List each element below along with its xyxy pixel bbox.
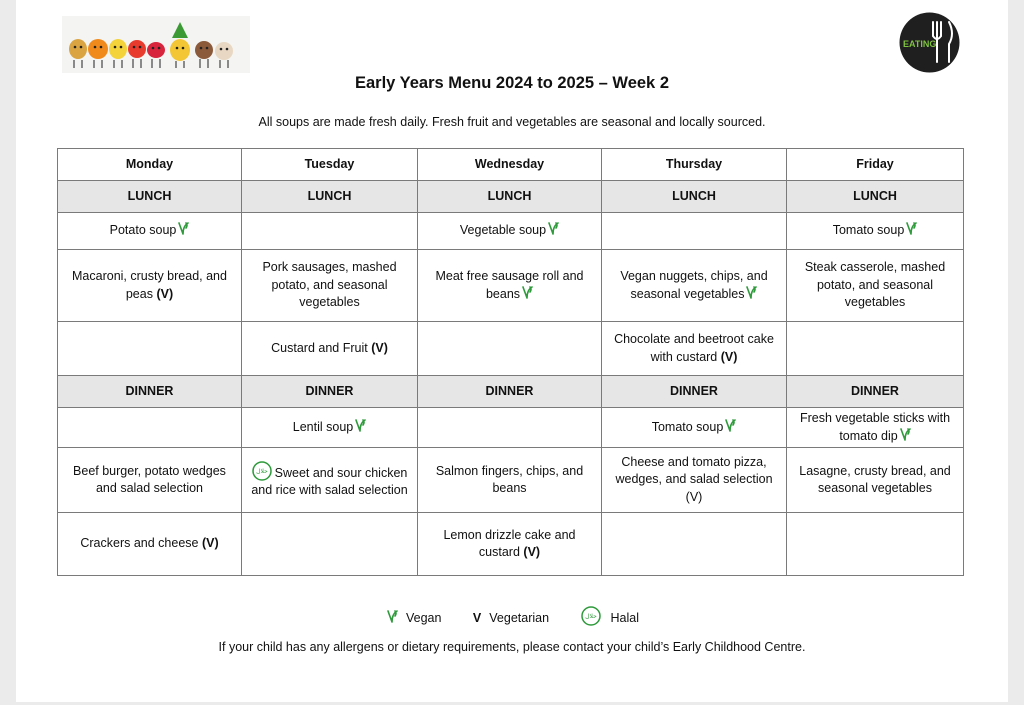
- menu-cell: [418, 213, 602, 250]
- menu-cell: [418, 408, 602, 448]
- eating-logo: [899, 12, 960, 73]
- lunch-main-row: [58, 250, 964, 322]
- menu-cell: [787, 213, 964, 250]
- dinner-dessert-row: [58, 513, 964, 576]
- dinner-main-row: [58, 448, 964, 513]
- day-header-thursday: Thursday: [602, 149, 787, 181]
- menu-cell: [242, 322, 418, 376]
- dinner-starter-row: [58, 408, 964, 448]
- halal-icon: [252, 461, 272, 481]
- dish-name: Cheese and tomato pizza, wedges, and salad selection: [615, 454, 773, 487]
- menu-cell: [418, 513, 602, 576]
- section-label: LUNCH: [242, 181, 418, 213]
- menu-cell: [787, 448, 964, 513]
- page-title: Early Years Menu 2024 to 2025 – Week 2: [354, 74, 669, 92]
- dish-name: Lasagne, crusty bread, and seasonal vegetables: [799, 463, 951, 495]
- menu-cell: [58, 408, 242, 448]
- menu-cell: [58, 213, 242, 250]
- vegan-icon: [900, 428, 911, 441]
- vegan-icon: [746, 286, 757, 299]
- svg-text:حلال: حلال: [584, 613, 597, 620]
- cartoon-fruit-icon: [62, 16, 250, 73]
- section-label: DINNER: [58, 376, 242, 408]
- menu-cell: [242, 513, 418, 576]
- section-label: DINNER: [242, 376, 418, 408]
- dish-name: Vegetable soup: [459, 223, 547, 238]
- dinner-section-row: [58, 376, 964, 408]
- legend-vegetarian: [473, 611, 549, 625]
- dish-name: Tomato soup: [832, 223, 905, 238]
- day-header-row: [58, 149, 964, 181]
- vegan-icon: [387, 610, 398, 623]
- vegetarian-tag: (V): [371, 340, 388, 355]
- vegetarian-tag: (V): [685, 489, 703, 504]
- vegan-icon: [355, 419, 366, 432]
- dish-name: Beef burger, potato wedges and salad selection: [73, 463, 226, 495]
- day-header-friday: Friday: [787, 149, 964, 181]
- menu-cell: [242, 448, 418, 513]
- vegan-icon: [725, 419, 736, 432]
- dish-name: Custard and Fruit: [271, 340, 368, 355]
- vegan-icon: [548, 222, 559, 235]
- menu-cell: [602, 322, 787, 376]
- menu-cell: [418, 250, 602, 322]
- svg-text:حلال: حلال: [255, 467, 268, 475]
- weekly-menu-table: [57, 148, 964, 576]
- menu-cell: [602, 448, 787, 513]
- lunch-soup-row: [58, 213, 964, 250]
- section-label: DINNER: [602, 376, 787, 408]
- vegetarian-tag: (V): [523, 545, 541, 559]
- vegan-icon: [522, 286, 533, 299]
- dish-name: Macaroni, crusty bread, and peas: [72, 269, 227, 301]
- dish-name: Pork sausages, mashed potato, and seasonal vegetables: [262, 260, 397, 310]
- vegetarian-symbol: V: [472, 611, 482, 625]
- menu-cell: [602, 213, 787, 250]
- menu-cell: [602, 250, 787, 322]
- menu-cell: [418, 322, 602, 376]
- vegetarian-tag: (V): [720, 349, 738, 364]
- menu-cell: [787, 250, 964, 322]
- vegetarian-tag: (V): [156, 286, 174, 301]
- day-header-tuesday: Tuesday: [242, 149, 418, 181]
- dish-name: Crackers and cheese: [80, 536, 199, 551]
- vegan-icon: [906, 222, 917, 235]
- menu-cell: [58, 250, 242, 322]
- menu-cell: [787, 408, 964, 448]
- menu-cell: [58, 513, 242, 576]
- menu-cell: [58, 322, 242, 376]
- menu-cell: [58, 448, 242, 513]
- page-subtitle: All soups are made fresh daily. Fresh fruit and vegetables are seasonal and locally sourced.: [258, 115, 766, 129]
- legend-vegan: [385, 610, 441, 625]
- dish-name: Chocolate and beetroot cake with custard: [614, 332, 774, 364]
- svg-text:EATING: EATING: [903, 39, 937, 49]
- menu-cell: [602, 513, 787, 576]
- menu-cell: [242, 408, 418, 448]
- vegetarian-tag: (V): [201, 536, 219, 551]
- vegan-icon: [178, 222, 189, 235]
- fruit-banner-image: [62, 16, 250, 73]
- legend-vegan-label: Vegan: [405, 611, 442, 625]
- legend-vegetarian-label: Vegetarian: [489, 611, 550, 625]
- halal-icon: [581, 606, 601, 626]
- menu-cell: [242, 213, 418, 250]
- day-header-wednesday: Wednesday: [418, 149, 602, 181]
- legend-halal: [581, 606, 640, 626]
- dish-name: Meat free sausage roll and beans: [435, 269, 584, 301]
- section-label: LUNCH: [787, 181, 964, 213]
- lunch-section-row: [58, 181, 964, 213]
- legend-halal-label: Halal: [610, 611, 640, 625]
- section-label: LUNCH: [58, 181, 242, 213]
- dish-name: Tomato soup: [651, 419, 724, 434]
- dish-name: Lemon drizzle cake and custard: [443, 527, 576, 559]
- menu-cell: [242, 250, 418, 322]
- menu-cell: [602, 408, 787, 448]
- section-label: DINNER: [787, 376, 964, 408]
- menu-page: [16, 0, 1008, 702]
- menu-cell: [418, 448, 602, 513]
- dish-name: Steak casserole, mashed potato, and seasonal vegetables: [804, 260, 946, 310]
- lunch-dessert-row: [58, 322, 964, 376]
- allergen-notice: If your child has any allergens or dietary requirements, please contact your child’s Early Childhood Centre.: [218, 640, 806, 654]
- dish-name: Vegan nuggets, chips, and seasonal vegetables: [620, 269, 768, 301]
- dish-name: Sweet and sour chicken and rice with salad selection: [251, 465, 408, 497]
- dish-name: Lentil soup: [292, 419, 354, 434]
- dietary-legend: [16, 606, 1008, 626]
- dish-name: Salmon fingers, chips, and beans: [435, 463, 584, 495]
- dish-name: Potato soup: [109, 223, 177, 238]
- section-label: LUNCH: [418, 181, 602, 213]
- section-label: DINNER: [418, 376, 602, 408]
- menu-cell: [787, 513, 964, 576]
- day-header-monday: Monday: [58, 149, 242, 181]
- menu-cell: [787, 322, 964, 376]
- section-label: LUNCH: [602, 181, 787, 213]
- dish-name: Fresh vegetable sticks with tomato dip: [799, 411, 951, 443]
